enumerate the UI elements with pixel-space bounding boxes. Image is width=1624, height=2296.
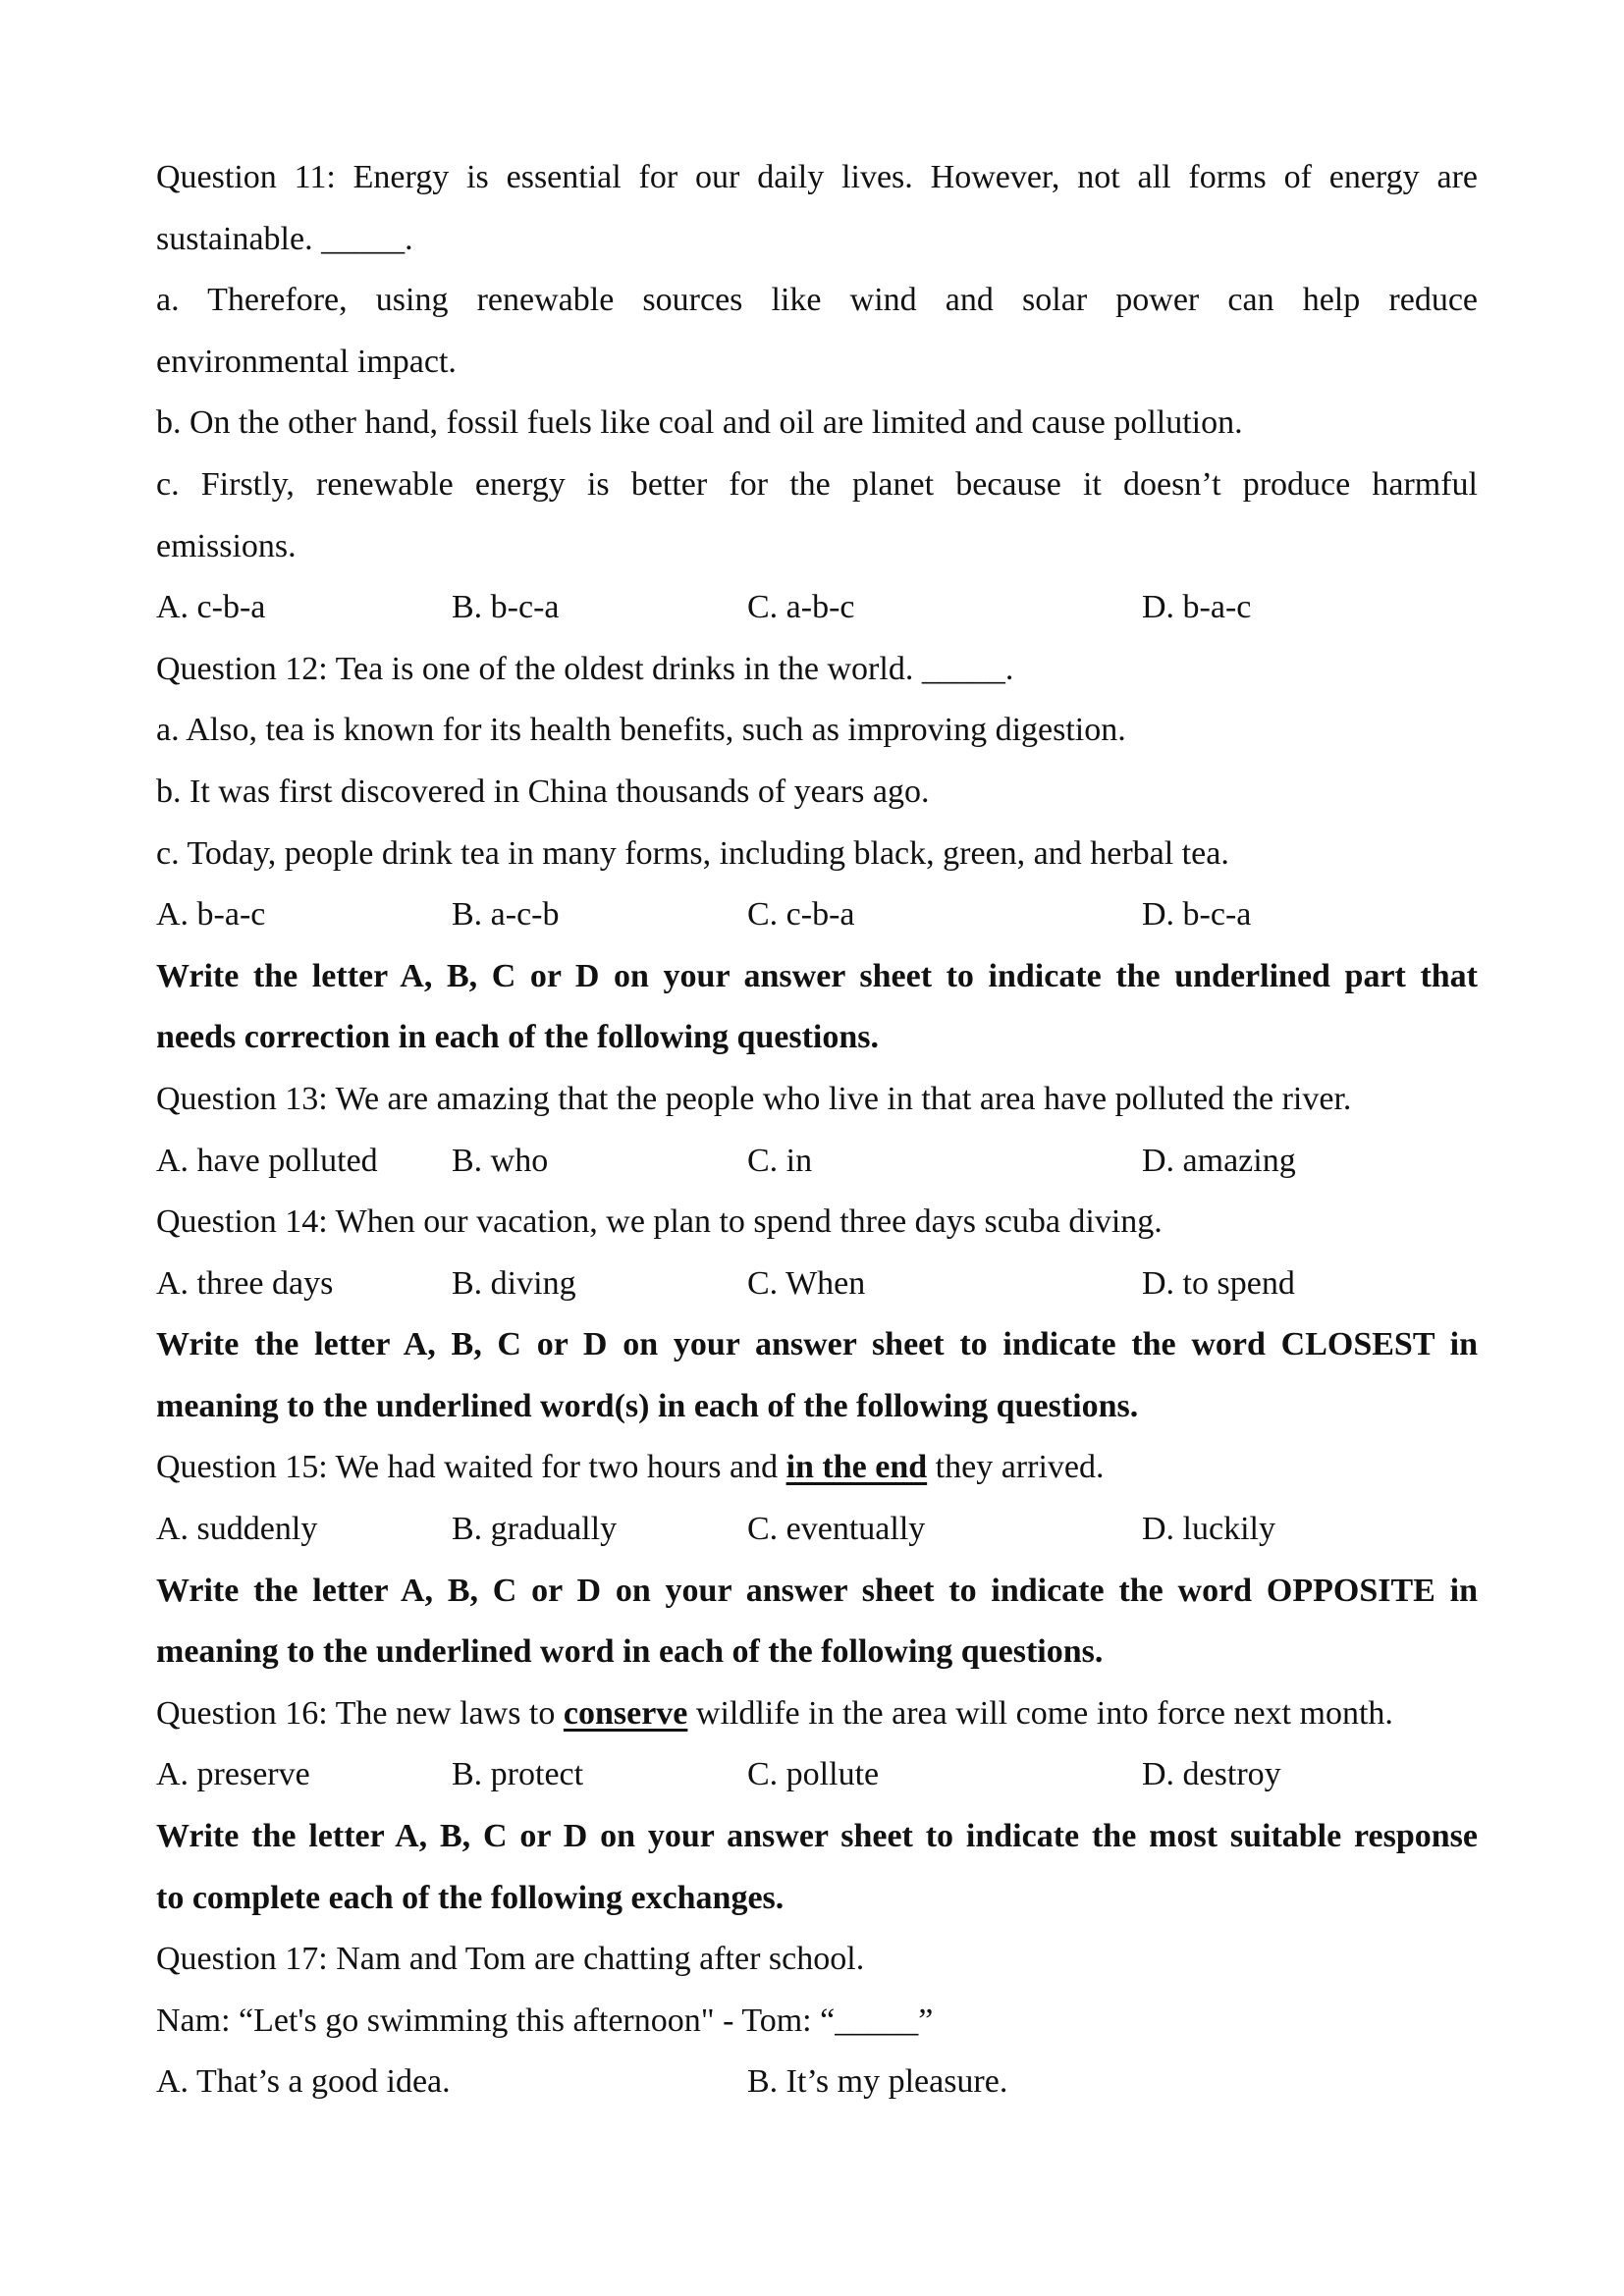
q13-option-d: D. amazing xyxy=(1142,1142,1296,1179)
q12-option-d: D. b-c-a xyxy=(1142,896,1252,934)
q15-stem xyxy=(156,1437,1478,1499)
instruction-correction-line-1: Write the letter A, B, C or D on your answer sheet to indicate the underlined part that xyxy=(156,957,1478,994)
q15-option-c: C. eventually xyxy=(747,1511,926,1548)
q12-option-a: A. b-a-c xyxy=(156,896,266,934)
q13-stem: Question 13: We are amazing that the people who live in that area have polluted the river. xyxy=(156,1080,1352,1117)
q11-sentence-a-line-2: environmental impact. xyxy=(156,343,457,380)
instruction-correction-line-2: needs correction in each of the following questions. xyxy=(156,1019,880,1056)
q16-option-d: D. destroy xyxy=(1142,1756,1281,1793)
instruction-closest-line-2: meaning to the underlined word(s) in each of the following questions. xyxy=(156,1387,1139,1424)
q12-stem: Question 12: Tea is one of the oldest drinks in the world. _____. xyxy=(156,650,1014,687)
q17-option-a: A. That’s a good idea. xyxy=(156,2063,451,2101)
q15-option-d: D. luckily xyxy=(1142,1511,1275,1548)
q16-underlined-word: conserve xyxy=(563,1694,688,1732)
instruction-opposite-line-1: Write the letter A, B, C or D on your answer sheet to indicate the word OPPOSITE in xyxy=(156,1572,1478,1609)
q13-option-a: A. have polluted xyxy=(156,1142,378,1179)
q16-option-a: A. preserve xyxy=(156,1756,310,1793)
page-content xyxy=(156,147,1478,2113)
q14-options xyxy=(156,1254,1478,1315)
q13-option-c: C. in xyxy=(747,1142,813,1179)
instruction-response-line-1: Write the letter A, B, C or D on your answer sheet to indicate the most suitable response xyxy=(156,1818,1478,1855)
q11-sentence-c-line-1: c. Firstly, renewable energy is better for the planet because it doesn’t produce harmful xyxy=(156,465,1478,503)
q16-stem-pre: Question 16: The new laws to xyxy=(156,1694,564,1732)
instruction-opposite-line-2: meaning to the underlined word in each of the following questions. xyxy=(156,1633,1104,1671)
q11-options xyxy=(156,577,1478,639)
q14-stem: Question 14: When our vacation, we plan to spend three days scuba diving. xyxy=(156,1203,1163,1241)
q11-sentence-a-line-1: a. Therefore, using renewable sources like wind and solar power can help reduce xyxy=(156,282,1478,319)
q13-option-b: B. who xyxy=(452,1142,549,1179)
q11-option-a: A. c-b-a xyxy=(156,589,266,626)
q16-options xyxy=(156,1744,1478,1806)
q15-options xyxy=(156,1499,1478,1561)
q16-option-c: C. pollute xyxy=(747,1756,880,1793)
q15-option-b: B. gradually xyxy=(452,1511,618,1548)
q14-option-a: A. three days xyxy=(156,1264,334,1302)
q14-option-d: D. to spend xyxy=(1142,1264,1295,1302)
q13-options xyxy=(156,1131,1478,1193)
q15-stem-post: they arrived. xyxy=(927,1449,1105,1486)
q12-sentence-a: a. Also, tea is known for its health benefits, such as improving digestion. xyxy=(156,712,1126,749)
q11-option-b: B. b-c-a xyxy=(452,589,560,626)
q11-stem-line-2: sustainable. _____. xyxy=(156,220,413,257)
q17-dialogue: Nam: “Let's go swimming this afternoon" - Tom: “_____” xyxy=(156,2002,934,2039)
q11-stem-line-1: Question 11: Energy is essential for our daily lives. However, not all forms of energy are xyxy=(156,159,1478,195)
q14-option-c: C. When xyxy=(747,1264,866,1302)
q12-sentence-b: b. It was first discovered in China thousands of years ago. xyxy=(156,773,930,810)
instruction-closest-line-1: Write the letter A, B, C or D on your answer sheet to indicate the word CLOSEST in xyxy=(156,1326,1478,1363)
q12-options xyxy=(156,884,1478,946)
q14-option-b: B. diving xyxy=(452,1264,576,1302)
q15-underlined-phrase: in the end xyxy=(785,1449,928,1486)
q15-stem-pre: Question 15: We had waited for two hours and xyxy=(156,1449,786,1486)
q11-option-c: C. a-b-c xyxy=(747,589,855,626)
q17-option-b: B. It’s my pleasure. xyxy=(747,2063,1008,2101)
q16-stem xyxy=(156,1683,1478,1745)
q16-stem-post: wildlife in the area will come into force next month. xyxy=(687,1694,1393,1732)
q11-sentence-b: b. On the other hand, fossil fuels like coal and oil are limited and cause pollution. xyxy=(156,404,1243,442)
q17-options xyxy=(156,2052,1478,2113)
q12-option-c: C. c-b-a xyxy=(747,896,855,934)
q12-option-b: B. a-c-b xyxy=(452,896,560,934)
q12-sentence-c: c. Today, people drink tea in many forms, including black, green, and herbal tea. xyxy=(156,834,1229,872)
q11-option-d: D. b-a-c xyxy=(1142,589,1252,626)
instruction-response-line-2: to complete each of the following exchanges. xyxy=(156,1879,785,1916)
q16-option-b: B. protect xyxy=(452,1756,584,1793)
q11-sentence-c-line-2: emissions. xyxy=(156,527,297,564)
q17-stem: Question 17: Nam and Tom are chatting after school. xyxy=(156,1941,865,1978)
q15-option-a: A. suddenly xyxy=(156,1511,318,1548)
